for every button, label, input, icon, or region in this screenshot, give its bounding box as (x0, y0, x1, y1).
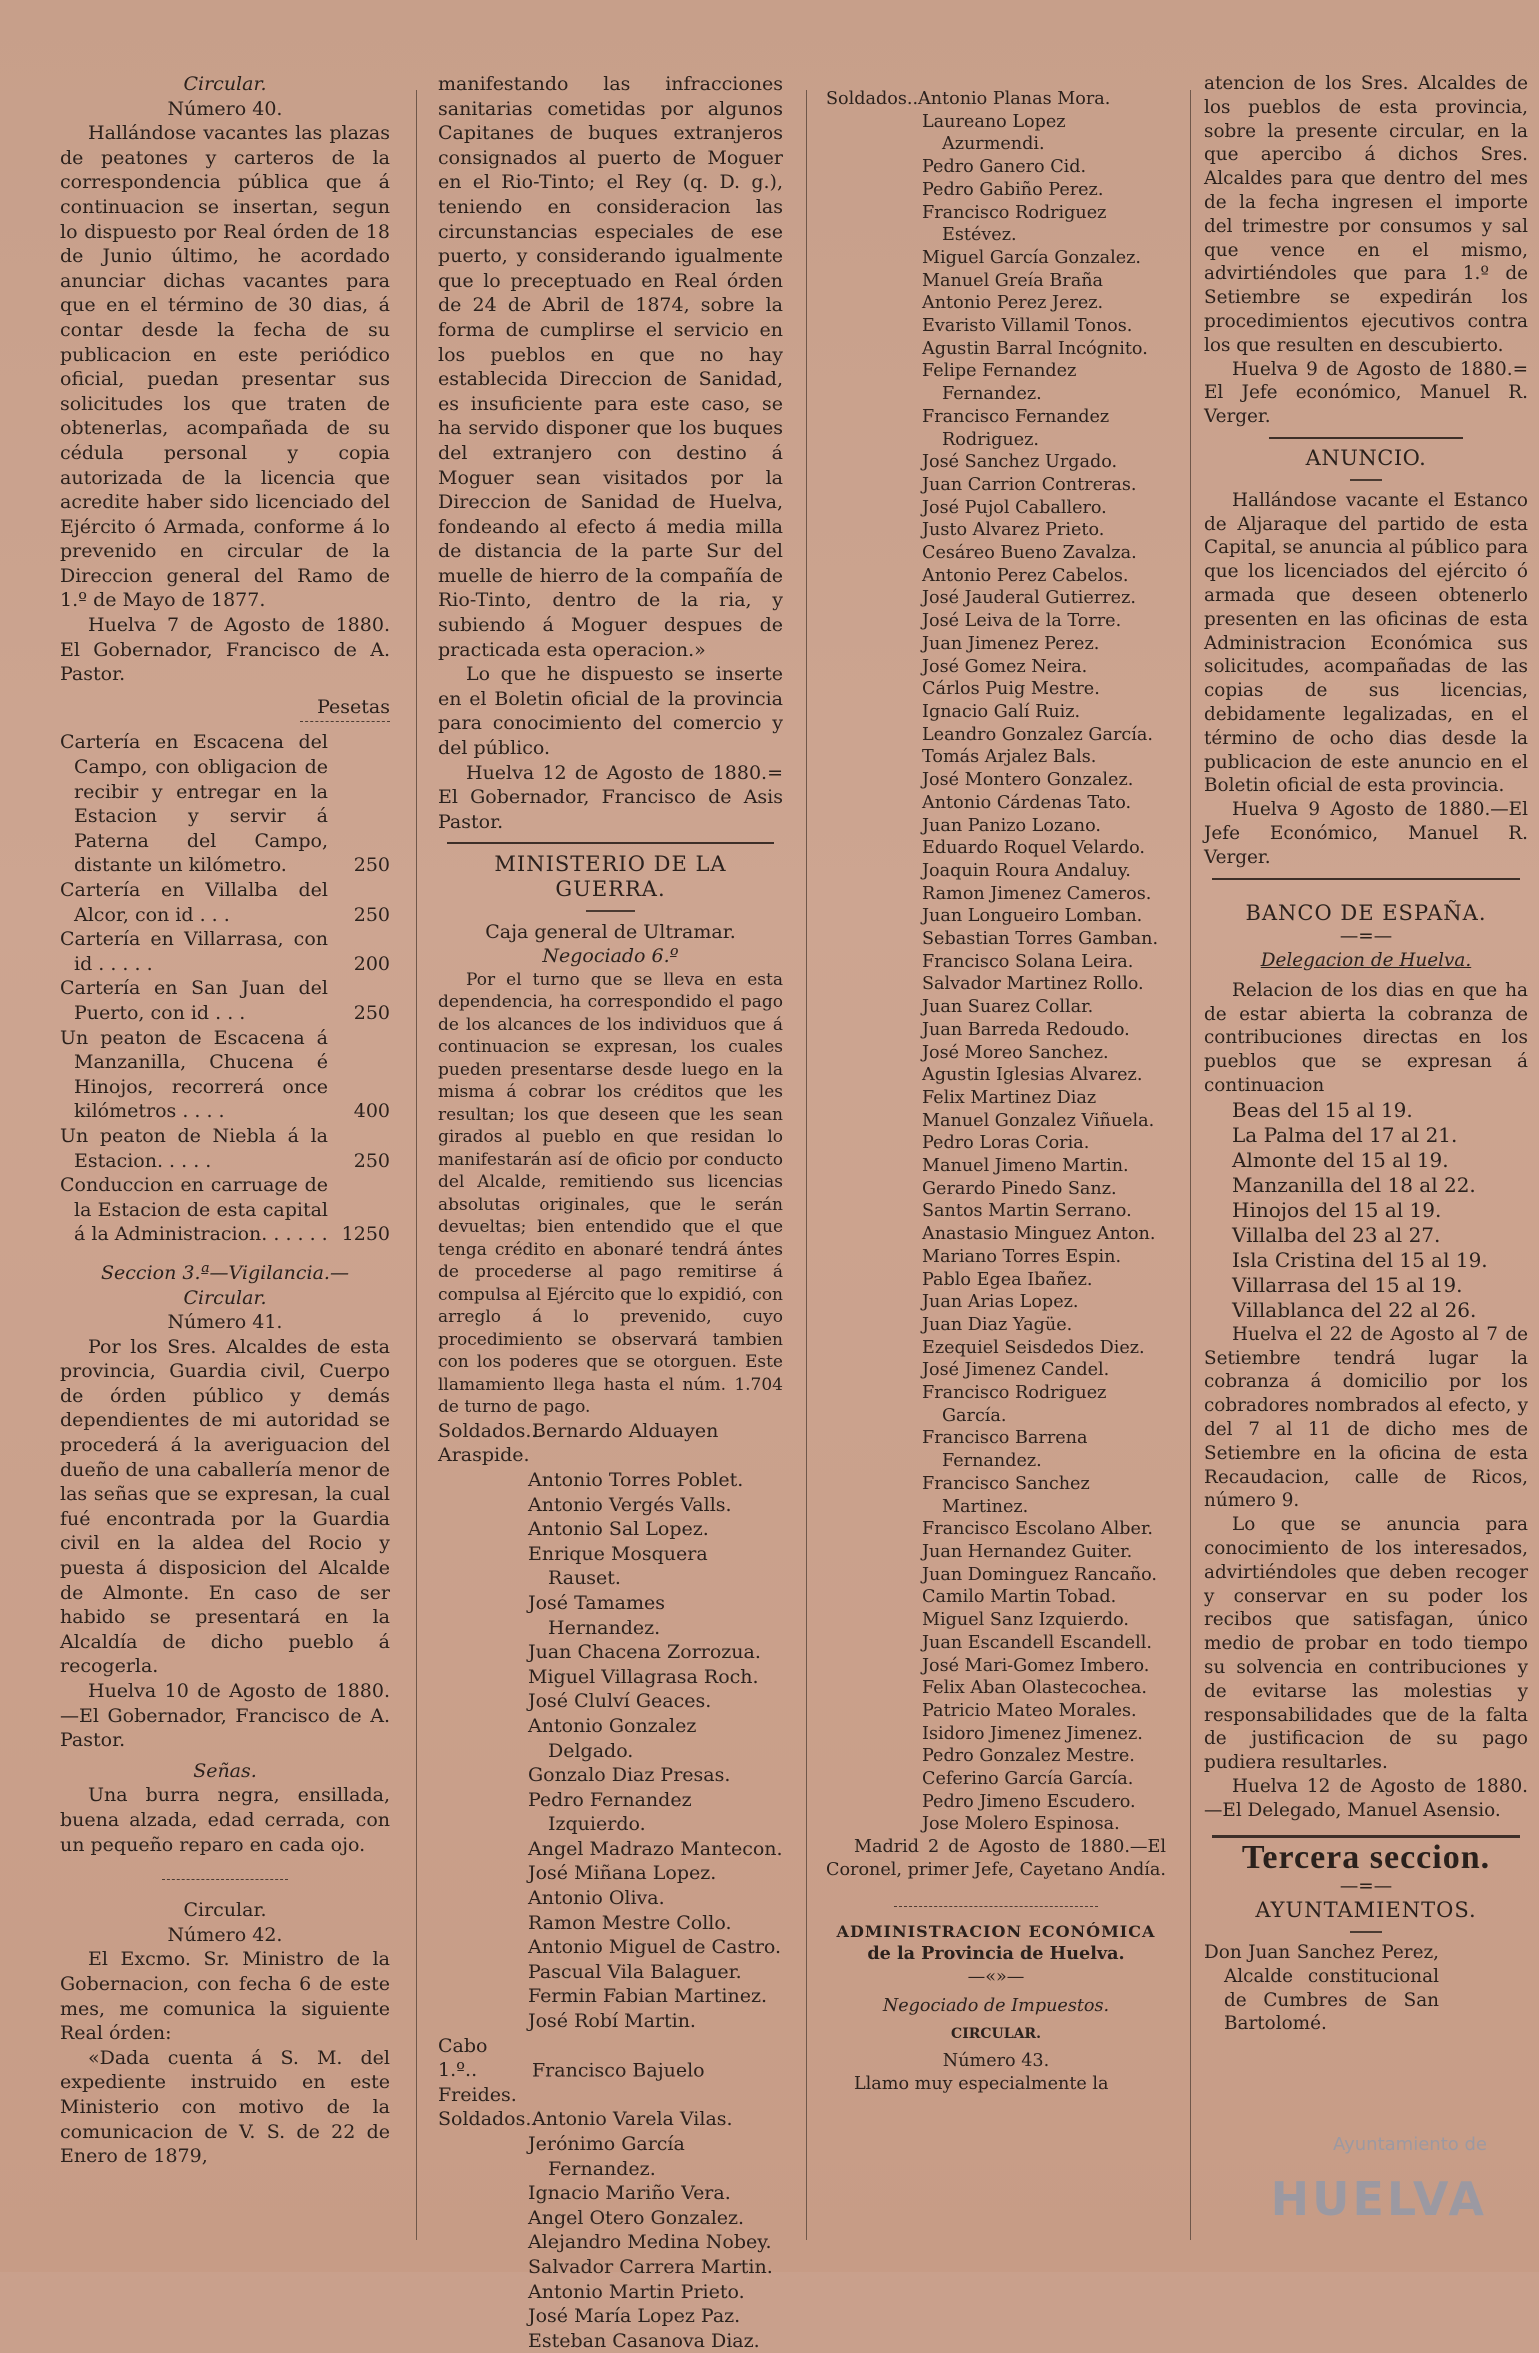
list-item: Juan Hernandez Guiter. (922, 1542, 1133, 1562)
list-item: Juan Arias Lopez. (922, 1292, 1079, 1313)
circular-42-quote: «Dada cuenta á S. M. del expediente instruido en este Ministerio con motivo de la comunicacion de V. S. de 22 de Enero de 1879, (60, 2046, 390, 2168)
relacion-note: Lo que se anuncia para conocimiento de los interesados, advirtiéndoles que deben recoger y conservar en su poder los recibos que satisfagan, único medio de probar en todo tiempo su solvencia en contribuciones y de evitarse las molestias y responsabilidades que de la falta de justificacion de su pago pudiera resultarles. (1204, 1514, 1528, 1774)
list-item: Ignacio Galí Ruiz. (922, 701, 1081, 722)
list-item: Evaristo Villamil Tonos. (922, 316, 1133, 337)
list-item: Gerardo Pinedo Sanz. (922, 1178, 1117, 1199)
banco-title: BANCO DE ESPAÑA. (1245, 900, 1487, 925)
list-item: José Gomez Neira. (922, 656, 1088, 677)
negociado-impuestos: Negociado de Impuestos. (882, 1995, 1110, 2016)
list-item: Antonio Perez Cabelos. (922, 565, 1129, 586)
watermark-title: HUELVA (1270, 2172, 1487, 2226)
list-item: Eduardo Roquel Velardo. (922, 838, 1146, 859)
list-item: Sebastian Torres Gamban. (922, 929, 1159, 950)
list-item: Enrique Mosquera Rauset. (528, 1542, 708, 1590)
circular-42-body: El Excmo. Sr. Ministro de la Gobernacion, con fecha 6 de este mes, me comunica la siguiente Real órden: (60, 1948, 390, 2045)
list-item: Francisco Solana Leira. (922, 951, 1134, 972)
list-item: Ignacio Mariño Vera. (528, 2182, 731, 2205)
soldiers-list (922, 111, 1166, 1836)
list-item: Ezequiel Seisdedos Diez. (922, 1337, 1145, 1358)
list-item: Villablanca del 22 al 26. (1232, 1297, 1477, 1322)
caja-sign: Madrid 2 de Agosto de 1880.—El Coronel, primer Jefe, Cayetano Andía. (826, 1837, 1166, 1880)
list-item: Miguel Sanz Izquierdo. (922, 1610, 1130, 1631)
circular-43-start: Llamo muy especialmente la (854, 2073, 1109, 2094)
list-item: Santos Martin Serrano. (922, 1201, 1132, 1222)
column-2 (438, 72, 783, 2353)
soldiers-list-2 (438, 2132, 783, 2353)
list-item: Antonio Cárdenas Tato. (922, 792, 1132, 813)
column-4 (1204, 72, 1528, 2036)
circular-41-number: Número 41. (167, 1311, 283, 1334)
senas-title: Señas. (193, 1759, 257, 1782)
list-item: Francisco Rodriguez Estévez. (922, 202, 1107, 246)
list-item: Mariano Torres Espin. (922, 1246, 1122, 1267)
relacion-body: Relacion de los dias en que ha de estar abierta la cobranza de contribuciones directas en los pueblos que se expresan á continuacion (1204, 979, 1528, 1097)
list-item: Antonio Miguel de Castro. (528, 1936, 782, 1959)
column-rule (416, 90, 417, 2240)
circular-41-body: Por los Sres. Alcaldes de esta provincia, Guardia civil, Cuerpo de órden público y demás dependientes de mi autoridad se procederá á la averiguacion del dueño de una caballería menor de las señas que se expresan, la cual fué encontrada por la Guardia civil en la aldea del Rocio y puesta á disposicion del Alcalde de Almonte. En caso de ser habido se presentará en la Alcaldía de dicho pueblo á recogerla. (60, 1335, 390, 1678)
list-item: Jose Molero Espinosa. (922, 1814, 1120, 1835)
caja-title: Caja general de Ultramar. (485, 920, 736, 943)
list-item: Jerónimo García Fernandez. (528, 2133, 685, 2180)
list-item: Antonio Vergés Valls. (528, 1493, 732, 1516)
list-item: Antonio Torres Poblet. (528, 1468, 744, 1491)
list-item: Esteban Casanova Diaz. (528, 2329, 760, 2352)
list-item: Patricio Mateo Morales. (922, 1700, 1137, 1721)
circular-43-continuation: atencion de los Sres. Alcaldes de los pueblos de esta provincia, sobre la presente circular, en la que apercibo á dichos Sres. Alcaldes para que dentro del mes de la fecha ingresen el importe del trimestre por consumos y sal que vence en el mismo, advirtiéndoles que para 1.º de Setiembre se expedirán los procedimientos ejecutivos contra los que resulten en descubierto. (1204, 73, 1528, 356)
divider (1350, 1931, 1382, 1933)
list-item: La Palma del 17 al 21. (1232, 1122, 1458, 1147)
list-item: José Moreo Sanchez. (922, 1042, 1109, 1063)
list-item: José Clulví Geaces. (528, 1690, 712, 1713)
list-item: Juan Chacena Zorrozua. (528, 1641, 761, 1664)
list-item: José Pujol Caballero. (922, 497, 1107, 518)
list-item: Pedro Fernandez Izquierdo. (528, 1788, 692, 1836)
tercera-deco: —=— (1339, 1876, 1393, 1898)
table-row: Un peaton de Niebla á la Estacion. . . . . 250 (60, 1124, 390, 1172)
list-item: Camilo Martin Tobad. (922, 1587, 1117, 1608)
list-item: Pablo Egea Ibañez. (922, 1269, 1093, 1290)
circular-41-title: Seccion 3.ª—Vigilancia.—Circular. (101, 1261, 349, 1309)
circular-43-sign: Huelva 9 de Agosto de 1880.= El Jefe económico, Manuel R. Verger. (1204, 358, 1528, 428)
list-item: José Jauderal Gutierrez. (922, 588, 1136, 609)
relacion-sign: Huelva 12 de Agosto de 1880. —El Delegado, Manuel Asensio. (1204, 1776, 1528, 1821)
ayuntamientos-body: Don Juan Sanchez Perez, Alcalde constitucional de Cumbres de San Bartolomé. (1204, 1942, 1439, 2035)
list-item: Tomás Arjalez Bals. (922, 747, 1097, 768)
circular-42-number: Número 42. (167, 1923, 283, 1946)
list-item: Cesáreo Bueno Zavalza. (922, 543, 1137, 564)
tercera-seccion-title: Tercera seccion. (1241, 1838, 1491, 1876)
list-item: Francisco Escolano Alber. (922, 1519, 1154, 1540)
divider (586, 910, 634, 912)
table-row: Cartería en Villarrasa, con id . . . . . 200 (60, 928, 390, 975)
list-item: Antonio Oliva. (528, 1887, 665, 1910)
list-item: Cárlos Puig Mestre. (922, 679, 1100, 700)
list-item: Manzanilla del 18 al 22. (1232, 1172, 1476, 1197)
list-item: Juan Panizo Lozano. (922, 815, 1101, 836)
towns-list (1232, 1098, 1528, 1323)
divider (1350, 479, 1382, 481)
ayuntamiento-watermark (1187, 2134, 1487, 2234)
table-row: Conduccion en carruage de la Estacion de esta capital á la Administracion. . . . . . 1250 (60, 1174, 390, 1246)
posts-table (60, 730, 390, 1246)
caja-body: Por el turno que se lleva en esta dependencia, ha correspondido el pago de los alcances de los individuos que á continuacion se expresan, los cuales pueden presentarse desde luego en la misma á cobrar los créditos que les resultan; los que deseen que les sean girados al pueblo en que residan lo manifestarán así de oficio por conducto del Alcalde, remitiendo sus licencias absolutas originales, que le serán devueltas; bien entendido que el que tenga crédito en abonaré tendrá ántes de procederse al pago remitirse á compulsa al Ejército que lo expidió, con arreglo á lo prevenido, cuyo procedimiento se observará tambien con los poderes que se otorguen. Este llamamiento llega hasta el núm. 1.704 de turno de pago. (438, 969, 783, 1418)
list-item: Francisco Rodriguez García. (922, 1383, 1107, 1426)
list-item: José Tamames Hernandez. (528, 1591, 665, 1639)
list-item: Juan Barreda Redoudo. (922, 1019, 1130, 1040)
list-item: Angel Madrazo Mantecon. (528, 1837, 783, 1860)
list-item: Agustin Iglesias Alvarez. (922, 1065, 1143, 1086)
quote-continuation: manifestando las infracciones sanitarias cometidas por algunos Capitanes de buques extranjeros consignados al puerto de Moguer en el Rio-Tinto; el Rey (q. D. g.), teniendo en consideracion las circunstancias especiales de ese puerto, y considerando igualmente que lo preceptuado en Real órden de 24 de Abril de 1874, sobre la forma de cumplirse el servicio en los pueblos en que no hay establecida Direccion de Sanidad, es insuficiente para este caso, se ha servido disponer que los buques del extranjero con destino á Moguer sean visitados por la Direccion de Sanidad de Huelva, fondeando al efecto á media milla de distancia de la parte Sur del muelle de hierro de la compañía de Rio-Tinto, dentro de la ria, y subiendo á Moguer despues de practicada esta operacion.» (438, 73, 783, 661)
list-item: Villarrasa del 15 al 19. (1232, 1272, 1463, 1297)
list-item: Felix Martinez Diaz (922, 1087, 1097, 1108)
list-item: Juan Diaz Yagüe. (922, 1314, 1073, 1335)
circular-40-sign: Huelva 7 de Agosto de 1880. El Gobernador, Francisco de A. Pastor. (60, 614, 390, 686)
circular-42-title: Circular. (183, 1899, 267, 1922)
table-row: Cartería en Escacena del Campo, con obligacion de recibir y entregar en la Estacion y servir á Paterna del Campo, distante un kilómetro. 250 (60, 731, 390, 877)
admin-title: ADMINISTRACION ECONÓMICA (836, 1921, 1156, 1941)
table-row: Cartería en San Juan del Puerto, con id . . . 250 (60, 977, 390, 1024)
ministry-title: MINISTERIO DE LA GUERRA. (494, 852, 727, 901)
list-item: Pedro Ganero Cid. (922, 157, 1087, 178)
column-rule (806, 90, 807, 2240)
ayuntamientos-title: AYUNTAMIENTOS. (1255, 1898, 1477, 1923)
divider (162, 1879, 287, 1880)
admin-subtitle: de la Provincia de Huelva. (867, 1943, 1125, 1965)
list-item: Agustin Barral Incógnito. (922, 338, 1148, 359)
list-item: José María Lopez Paz. (528, 2305, 741, 2328)
list-item: Felix Aban Olastecochea. (922, 1678, 1147, 1699)
table-row: Un peaton de Escacena á Manzanilla, Chucena é Hinojos, recorrerá once kilómetros . . . . 400 (60, 1026, 390, 1123)
list-item: Joaquin Roura Andaluy. (922, 860, 1131, 881)
anuncio-sign: Huelva 9 Agosto de 1880.—El Jefe Económico, Manuel R. Verger. (1204, 799, 1528, 868)
cabo-row: Cabo 1.º.. Francisco Bajuelo Freides. (438, 2034, 705, 2106)
divider (894, 1906, 1098, 1907)
divider (1269, 437, 1463, 439)
list-item: José Sanchez Urgado. (922, 452, 1118, 473)
list-item: Pedro Loras Coria. (922, 1133, 1090, 1154)
list-item: Almonte del 15 al 19. (1232, 1147, 1449, 1172)
divider (1212, 1835, 1520, 1838)
list-item: José Montero Gonzalez. (922, 770, 1134, 791)
list-item: Ramon Mestre Collo. (528, 1911, 732, 1934)
divider (1212, 878, 1520, 880)
list-item: José Mari-Gomez Imbero. (922, 1655, 1150, 1676)
table-row: Cartería en Villalba del Alcor, con id . . . 250 (60, 879, 390, 926)
list-item: Leandro Gonzalez García. (922, 724, 1153, 745)
list-item: Miguel Villagrasa Roch. (528, 1665, 759, 1688)
list-item: Anastasio Minguez Anton. (922, 1224, 1156, 1245)
list-item: Angel Otero Gonzalez. (528, 2206, 745, 2229)
list-item: Manuel Gonzalez Viñuela. (922, 1110, 1155, 1131)
quote-sign: Huelva 12 de Agosto de 1880.= El Gobernador, Francisco de Asis Pastor. (438, 761, 783, 833)
list-item: Pedro Gonzalez Mestre. (922, 1746, 1135, 1767)
list-item: Juan Dominguez Rancaño. (922, 1564, 1158, 1585)
list-item: Alejandro Medina Nobey. (528, 2231, 772, 2254)
list-item: Ceferino García García. (922, 1769, 1134, 1790)
list-item: Justo Alvarez Prieto. (922, 520, 1105, 541)
list-item: Juan Suarez Collar. (922, 997, 1094, 1018)
senas-body: Una burra negra, ensillada, buena alzada, edad cerrada, con un pequeño reparo en cada ojo. (60, 1784, 390, 1856)
list-item: Antonio Perez Jerez. (922, 293, 1104, 314)
circular-43-number: Número 43. (942, 2051, 1050, 2072)
circular-label: CIRCULAR. (951, 2026, 1041, 2043)
list-item: Miguel García Gonzalez. (922, 247, 1142, 268)
list-item: Isidoro Jimenez Jimenez. (922, 1723, 1143, 1744)
list-item: Manuel Jimeno Martin. (922, 1156, 1129, 1177)
relacion-follow: Huelva el 22 de Agosto al 7 de Setiembre tendrá lugar la cobranza á domicilio por los cobradores nombrados al efecto, y del 7 al 11 de dicho mes de Setiembre en la oficina de esta Recaudacion, calle de Ricos, número 9. (1204, 1323, 1528, 1512)
column-1 (60, 72, 390, 2169)
list-item: Beas del 15 al 19. (1232, 1097, 1413, 1122)
circular-40-number: Número 40. (167, 97, 283, 120)
divider (447, 842, 775, 844)
list-item: Francisco Fernandez Rodriguez. (922, 406, 1110, 450)
circular-40-title: Circular. (183, 73, 267, 95)
list-item: José Robí Martin. (528, 2010, 696, 2033)
soldados-first: Soldados..Antonio Planas Mora. (826, 89, 1111, 109)
list-item: Antonio Martin Prieto. (528, 2280, 745, 2303)
list-item: José Miñana Lopez. (528, 1862, 717, 1885)
list-item: Antonio Sal Lopez. (528, 1518, 709, 1541)
divider (300, 721, 390, 722)
list-item: Pascual Vila Balaguer. (528, 1960, 742, 1983)
column-3 (826, 88, 1166, 2095)
banco-deco: —=— (1339, 926, 1393, 948)
list-item: Ramon Jimenez Cameros. (922, 883, 1152, 904)
pesetas-label: Pesetas (317, 695, 390, 718)
list-item: Fermin Fabian Martinez. (528, 1985, 768, 2008)
list-item: Pedro Gabiño Perez. (922, 179, 1104, 200)
admin-deco: —«»— (967, 1966, 1025, 1987)
soldados-first: Soldados...Bernardo Alduayen Araspide. (438, 1419, 719, 1467)
column-rule (1190, 90, 1191, 2240)
soldados-second: Soldados..Antonio Varela Vilas. (438, 2108, 733, 2131)
list-item: José Leiva de la Torre. (922, 611, 1122, 632)
list-item: Salvador Martinez Rollo. (922, 974, 1144, 995)
list-item: Antonio Gonzalez Delgado. (528, 1714, 697, 1762)
list-item: Gonzalo Diaz Presas. (528, 1764, 731, 1787)
list-item: Laureano Lopez Azurmendi. (922, 111, 1066, 155)
list-item: Felipe Fernandez Fernandez. (922, 361, 1077, 405)
anuncio-title: ANUNCIO. (1305, 445, 1427, 470)
list-item: Juan Carrion Contreras. (922, 474, 1137, 495)
list-item: Hinojos del 15 al 19. (1232, 1197, 1442, 1222)
list-item: Villalba del 23 al 27. (1232, 1222, 1441, 1247)
list-item: Francisco Sanchez Martinez. (922, 1473, 1090, 1517)
negociado-label: Negociado 6.º (542, 945, 679, 968)
list-item: Juan Escandell Escandell. (922, 1632, 1152, 1653)
circular-41-sign: Huelva 10 de Agosto de 1880. —El Gobernador, Francisco de A. Pastor. (60, 1680, 390, 1752)
list-item: Salvador Carrera Martin. (528, 2255, 773, 2278)
list-item: Isla Cristina del 15 al 19. (1232, 1247, 1488, 1272)
soldiers-list (438, 1468, 783, 2034)
anuncio-body: Hallándose vacante el Estanco de Aljaraque del partido de esta Capital, se anuncia al público para que los licenciados del ejército ó armada que deseen obtenerlo presenten en las oficinas de esta Administracion Económica sus solicitudes, acompañadas de las copias de sus licencias, debidamente legalizadas, en el término de ocho dias desde la publicacion de este anuncio en el Boletin oficial de esta provincia. (1204, 489, 1528, 797)
list-item: Pedro Jimeno Escudero. (922, 1791, 1136, 1812)
list-item: Francisco Barrena Fernandez. (922, 1428, 1088, 1472)
list-item: Juan Longueiro Lomban. (922, 906, 1143, 927)
list-item: Juan Jimenez Perez. (922, 633, 1100, 654)
delegacion-title: Delegacion de Huelva. (1260, 950, 1472, 972)
watermark-subtitle: Ayuntamiento de (1333, 2134, 1487, 2155)
list-item: José Jimenez Candel. (922, 1360, 1110, 1381)
circular-40-body: Hallándose vacantes las plazas de peatones y carteros de la correspondencia pública que á continuacion se insertan, segun lo dispuesto por Real órden de 18 de Junio último, he acordado anunciar dichas vacantes para que en el término de 30 dias, á contar desde la fecha de su publicacion en este periódico oficial, puedan presentar sus solicitudes los que traten de obtenerlas, acompañada de su cédula personal y copia autorizada de la licencia que acredite haber sido licenciado del Ejército ó Armada, conforme á lo prevenido en circular de la Direccion general del Ramo de 1.º de Mayo de 1877. (60, 122, 390, 612)
list-item: Manuel Greía Braña (922, 270, 1104, 291)
quote-follow: Lo que he dispuesto se inserte en el Boletin oficial de la provincia para conocimiento del comercio y del público. (438, 663, 783, 760)
